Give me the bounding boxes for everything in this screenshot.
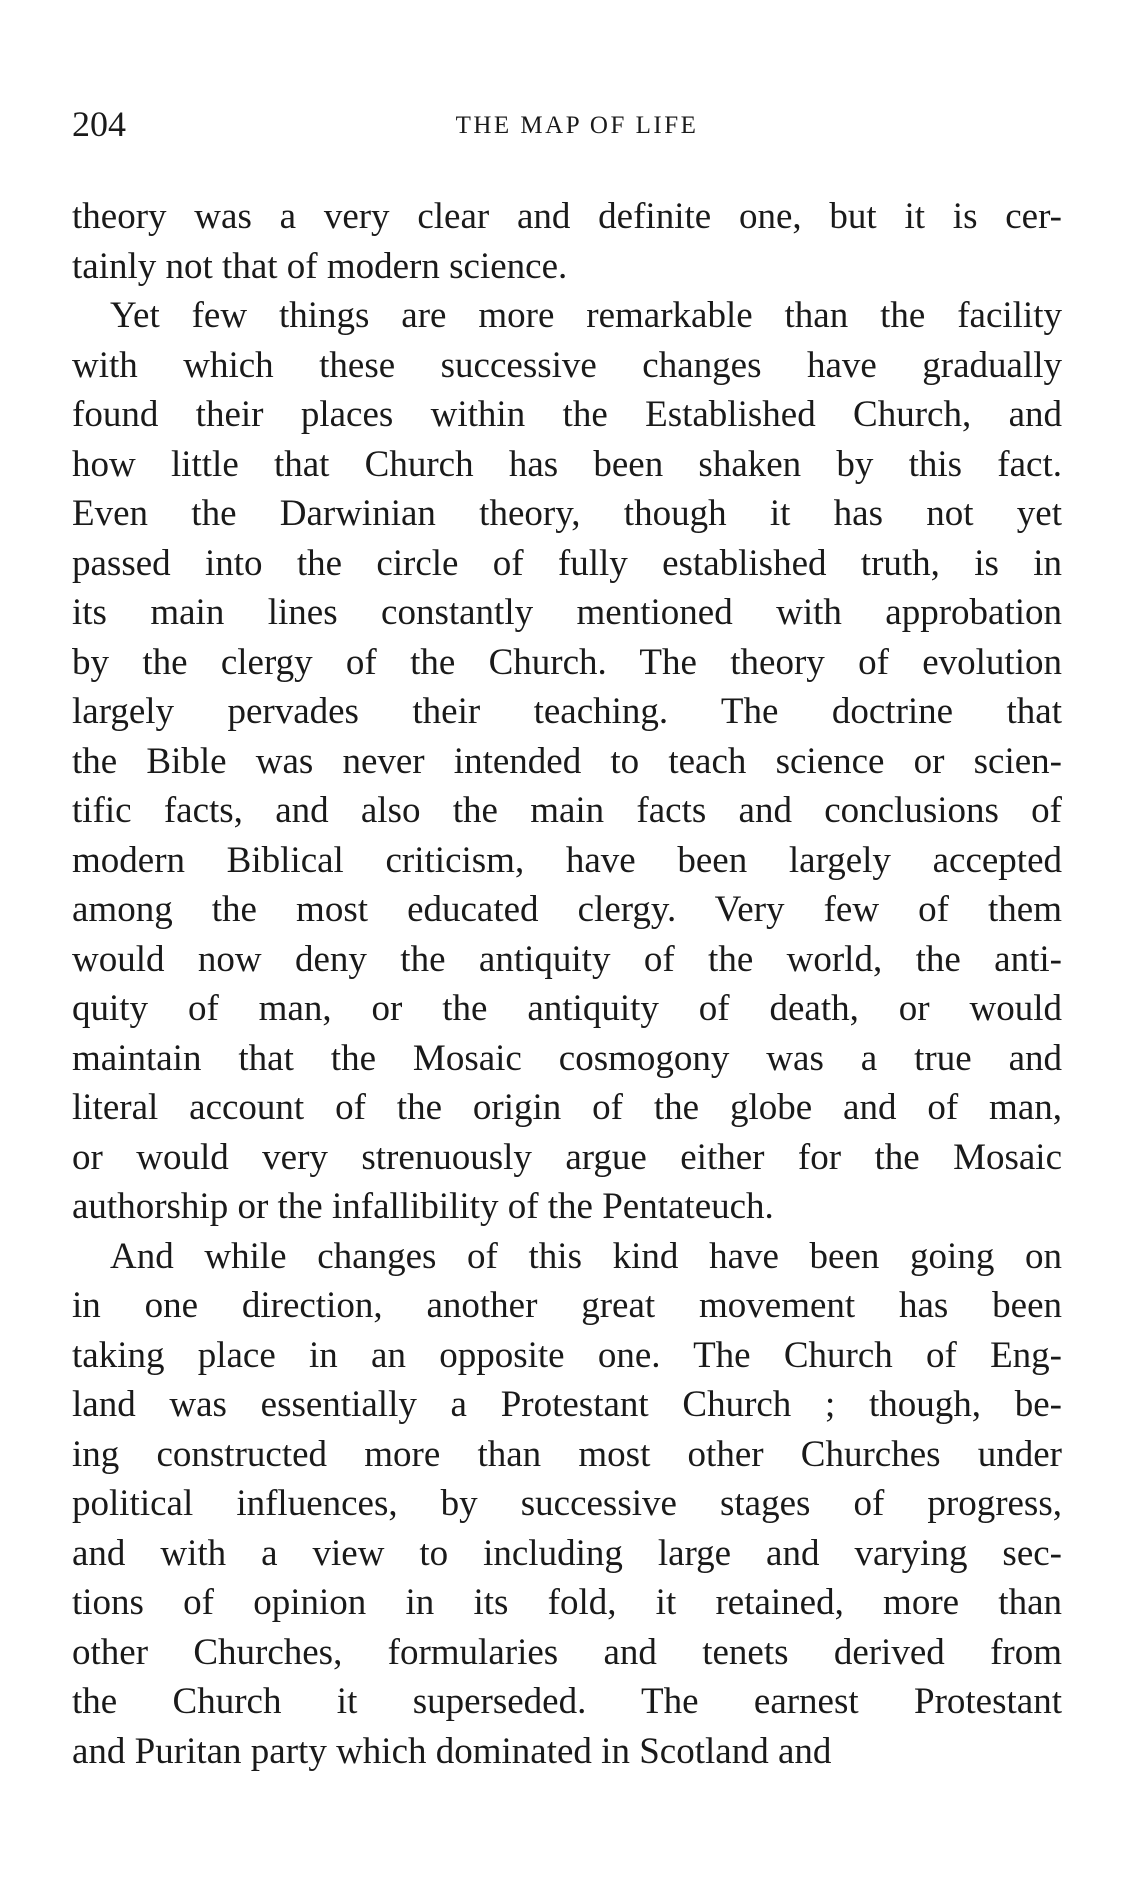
text-line: found their places within the Established Church, and [72, 394, 1062, 435]
text-line: the Church it superseded. The earnest Protestant [72, 1681, 1062, 1722]
text-line: tainly not that of modern science. [72, 245, 568, 287]
page-header [72, 104, 1062, 144]
text-line: passed into the circle of fully established truth, is in [72, 542, 1062, 584]
text-line: by the clergy of the Church. The theory of evolution [72, 641, 1062, 683]
text-line: tions of opinion in its fold, it retained, more than [72, 1582, 1062, 1623]
page-number: 204 [72, 104, 126, 144]
text-line: ing constructed more than most other Churches under [72, 1433, 1062, 1475]
text-line: largely pervades their teaching. The doctrine that [72, 691, 1062, 732]
text-line: authorship or the infallibility of the Pentateuch. [72, 1186, 774, 1227]
text-line: taking place in an opposite one. The Church of Eng- [72, 1334, 1062, 1376]
text-line: other Churches, formularies and tenets derived from [72, 1631, 1062, 1673]
text-line: modern Biblical criticism, have been largely accepted [72, 839, 1062, 881]
text-line: tific facts, and also the main facts and conclusions of [72, 790, 1062, 831]
body-text [72, 192, 1062, 1776]
text-line: its main lines constantly mentioned with approbation [72, 592, 1062, 633]
text-line: Even the Darwinian theory, though it has not yet [72, 493, 1062, 534]
text-line: and with a view to including large and varying sec- [72, 1532, 1062, 1574]
text-line: among the most educated clergy. Very few of them [72, 889, 1062, 930]
text-line: how little that Church has been shaken by this fact. [72, 443, 1062, 485]
text-line: quity of man, or the antiquity of death, or would [72, 988, 1062, 1029]
text-line: in one direction, another great movement has been [72, 1285, 1062, 1326]
running-title: THE MAP OF LIFE [455, 112, 699, 139]
text-line: with which these successive changes have gradually [72, 344, 1062, 386]
text-line: literal account of the origin of the globe and of man, [72, 1087, 1062, 1128]
text-line: political influences, by successive stages of progress, [72, 1483, 1062, 1524]
text-line: and Puritan party which dominated in Scotland and [72, 1730, 832, 1772]
text-line: Yet few things are more remarkable than the facility [110, 295, 1062, 336]
text-line: the Bible was never intended to teach science or scien- [72, 740, 1062, 782]
text-line: theory was a very clear and definite one, but it is cer- [72, 196, 1062, 237]
text-line: or would very strenuously argue either for the Mosaic [72, 1136, 1062, 1178]
text-line: land was essentially a Protestant Church ; though, be- [72, 1384, 1062, 1425]
text-line: And while changes of this kind have been going on [110, 1235, 1062, 1277]
text-line: maintain that the Mosaic cosmogony was a true and [72, 1037, 1062, 1079]
text-line: would now deny the antiquity of the world, the anti- [72, 938, 1062, 980]
